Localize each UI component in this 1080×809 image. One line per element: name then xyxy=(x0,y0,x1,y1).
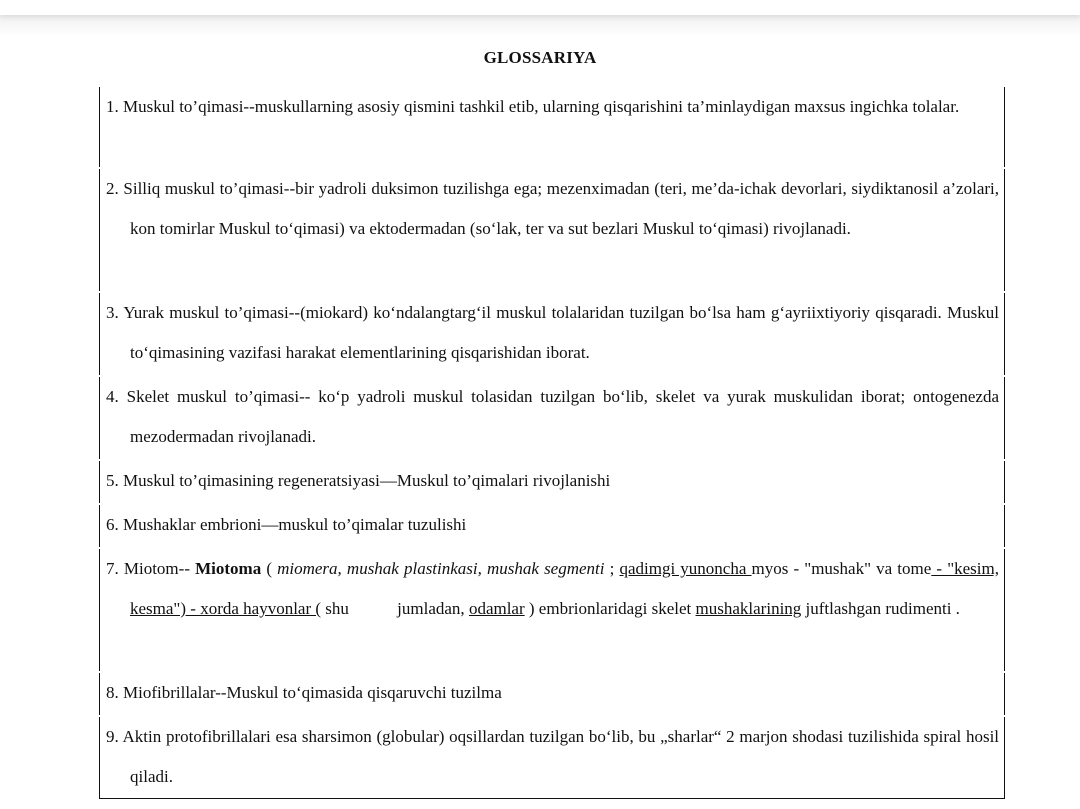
glossary-item-3 xyxy=(99,293,1005,375)
item-text-segment: ; xyxy=(604,559,620,578)
glossary-item-7 xyxy=(99,549,1005,671)
toolbar-shadow xyxy=(0,15,1080,37)
item-text: Mushaklar embrioni—muskul to’qimalar tuzulishi xyxy=(123,515,467,534)
item-number: 1. xyxy=(106,97,119,116)
item-number: 6. xyxy=(106,515,119,534)
top-toolbar-strip xyxy=(0,0,1080,15)
item-text: Silliq muskul to’qimasi--bir yadroli duksimon tuzilishga ega; mezenximadan (teri, me’da-ichak devorlari, siydiktanosil a’zolari, kon tomirlar Muskul to‘qimasi) va ektodermadan (so‘lak, ter va sut bezlari Muskul to‘qimasi) rivojlanadi. xyxy=(123,179,1000,238)
glossary-item-4 xyxy=(99,377,1005,459)
glossary-item-6 xyxy=(99,505,1005,547)
link-qadimgi-yunoncha[interactable]: qadimgi yunoncha xyxy=(619,559,752,578)
item-text-segment: myos - "mushak" va tome xyxy=(751,559,932,578)
page-title: GLOSSARIYA xyxy=(483,48,597,67)
item-bold-term: Miotoma xyxy=(195,559,262,578)
item-number: 3. xyxy=(106,303,119,322)
item-number: 2. xyxy=(106,179,119,198)
item-text-segment: juftlashgan rudimenti . xyxy=(801,599,960,618)
glossary-item-2 xyxy=(99,169,1005,291)
item-number: 8. xyxy=(106,683,119,702)
item-text: Yurak muskul to’qimasi--(miokard) ko‘ndalangtarg‘il muskul tolalaridan tuzilgan bo‘lsa ham g‘ayriixtiyoriy qisqaradi. Muskul to‘qimasining vazifasi harakat elementlarining qisqarishidan iborat. xyxy=(123,303,999,362)
item-number: 7. xyxy=(106,559,119,578)
item-text-prefix: Miotom-- xyxy=(123,559,196,578)
item-number: 4. xyxy=(106,387,119,406)
item-number: 9. xyxy=(106,727,119,746)
item-text: Muskul to’qimasining regeneratsiyasi—Muskul to’qimalari rivojlanishi xyxy=(123,471,611,490)
glossary-item-8 xyxy=(99,673,1005,715)
glossary-table xyxy=(99,87,1005,799)
item-text: Miofibrillalar--Muskul to‘qimasida qisqaruvchi tuzilma xyxy=(123,683,502,702)
glossary-item-9 xyxy=(99,717,1005,798)
item-number: 5. xyxy=(106,471,119,490)
item-italic-synonyms: miomera, mushak plastinkasi, mushak segmenti xyxy=(277,559,605,578)
item-text: Muskul to’qimasi--muskullarning asosiy qismini tashkil etib, ularning qisqarishini ta’minlaydigan maxsus ingichka tolalar. xyxy=(123,97,960,116)
item-text-segment: ( xyxy=(261,559,278,578)
link-odamlar[interactable]: odamlar xyxy=(468,599,525,618)
item-text-segment: ) embrionlaridagi skelet xyxy=(524,599,696,618)
item-text: Skelet muskul to’qimasi-- ko‘p yadroli muskul tolasidan tuzilgan bo‘lib, skelet va yurak muskulidan iborat; ontogenezda mezodermadan rivojlanadi. xyxy=(126,387,1000,446)
link-mushaklarining[interactable]: mushaklarining xyxy=(695,599,802,618)
item-text: Aktin protofibrillalari esa sharsimon (globular) oqsillardan tuzilgan bo‘lib, bu „sharlar“ 2 marjon shodasi tuzilishida spiral hosil qiladi. xyxy=(122,727,1000,786)
glossary-item-1 xyxy=(99,87,1005,167)
item-text-segment: jumladan, xyxy=(392,599,469,618)
item-text-segment: shu xyxy=(321,599,349,618)
glossary-item-5 xyxy=(99,461,1005,503)
link-xorda-hayvonlar[interactable]: - "kesim, kesma") - xorda hayvonlar ( xyxy=(130,559,999,618)
